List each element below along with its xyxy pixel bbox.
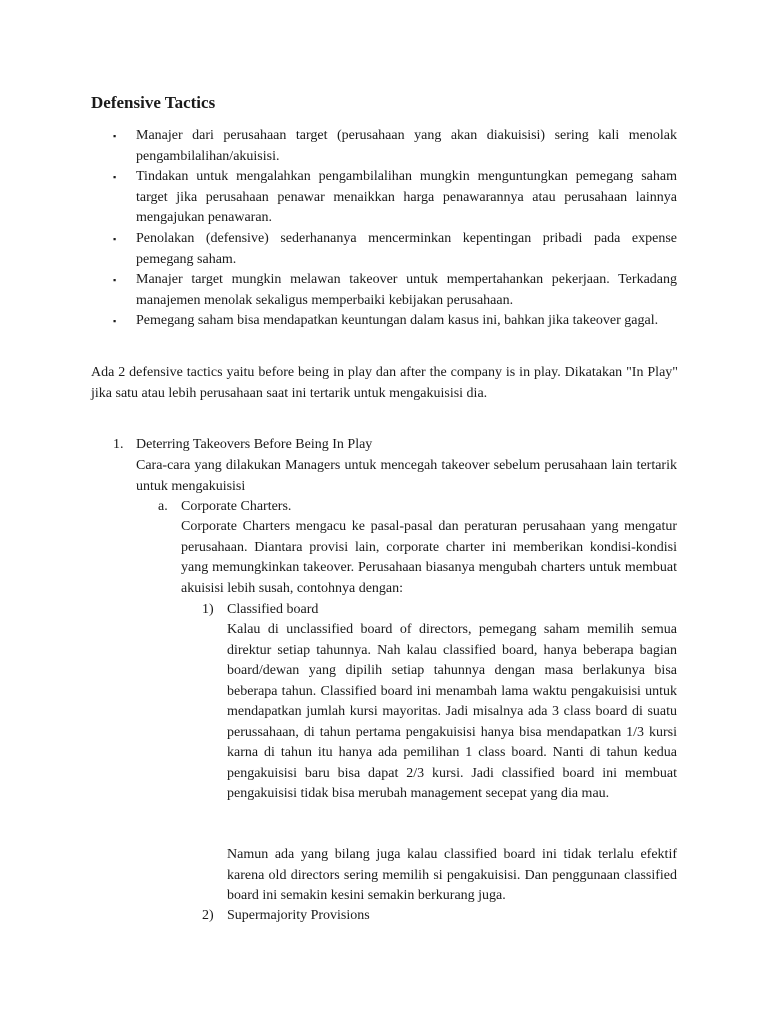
section-number: 1. bbox=[113, 437, 124, 452]
subsection-marker: a. bbox=[158, 499, 168, 514]
item-marker: 1) bbox=[202, 602, 214, 617]
item-heading: Classified board bbox=[227, 602, 319, 617]
bullet-marker: ▪ bbox=[113, 275, 117, 285]
bullet-marker: ▪ bbox=[113, 172, 117, 182]
document-title: Defensive Tactics bbox=[91, 93, 216, 112]
subsection-heading: Corporate Charters. bbox=[181, 499, 292, 514]
item-heading: Supermajority Provisions bbox=[227, 908, 370, 923]
item-paragraph: Kalau di unclassified board of directors, pemegang saham memilih semua direktur setiap tahunnya. Nah kalau classified board, hanya beberapa bagian board/dewan yang dipilih setiap tahunnya dengan masa berlakunya bisa beberapa tahun. Classified board ini menambah lama waktu pengakuisisi untuk mendapatkan jumlah kursi mayoritas. Jadi misalnya ada 3 class board di suatu perussahaan, di tahun pertama pengakuisisi hanya bisa mendapatkan 1/3 kursi karna di tahun itu hanya ada pemilihan 1 class board. Nanti di tahun kedua pengakuisisi baru bisa dapat 2/3 kursi. Jadi classified board ini membuat pengakuisisi tidak bisa merubah management secepat yang dia mau. bbox=[227, 622, 677, 801]
bullet-item: Tindakan untuk mengalahkan pengambilalihan mungkin menguntungkan pemegang saham target jika perusahaan penawar menaikkan harga penawarannya atau perusahaan lainnya mengajukan penawaran. bbox=[136, 169, 677, 225]
bullet-item: Pemegang saham bisa mendapatkan keuntungan dalam kasus ini, bahkan jika takeover gagal. bbox=[136, 313, 659, 328]
section-paragraph: Cara-cara yang dilakukan Managers untuk mencegah takeover sebelum perusahaan lain tertarik untuk mengakuisisi bbox=[136, 458, 677, 494]
section-heading: Deterring Takeovers Before Being In Play bbox=[136, 437, 373, 452]
intro-paragraph: Ada 2 defensive tactics yaitu before being in play dan after the company is in play. Dikatakan "In Play" jika satu atau lebih perusahaan saat ini tertarik untuk mengakuisisi dia. bbox=[91, 365, 678, 401]
bullet-item: Manajer target mungkin melawan takeover untuk mempertahankan pekerjaan. Terkadang manajemen menolak sekaligus memperbaiki kebijakan perusahaan. bbox=[136, 272, 677, 308]
item-marker: 2) bbox=[202, 908, 214, 923]
bullet-marker: ▪ bbox=[113, 131, 117, 141]
bullet-item: Penolakan (defensive) sederhananya mencerminkan kepentingan pribadi pada expense pemegang saham. bbox=[136, 231, 677, 267]
bullet-marker: ▪ bbox=[113, 316, 117, 326]
item-paragraph: Namun ada yang bilang juga kalau classified board ini tidak terlalu efektif karena old directors sering memilih si pengakuisisi. Dan penggunaan classified board ini semakin kesini semakin berkurang juga. bbox=[227, 847, 677, 903]
bullet-item: Manajer dari perusahaan target (perusahaan yang akan diakuisisi) sering kali menolak pengambilalihan/akuisisi. bbox=[136, 128, 677, 164]
subsection-paragraph: Corporate Charters mengacu ke pasal-pasal dan peraturan perusahaan yang mengatur perusahaan. Diantara provisi lain, corporate charter ini memberikan kondisi-kondisi yang memungkinkan takeover. Perusahaan biasanya mengubah charters untuk membuat akuisisi lebih susah, contohnya dengan: bbox=[181, 519, 677, 596]
bullet-marker: ▪ bbox=[113, 234, 117, 244]
